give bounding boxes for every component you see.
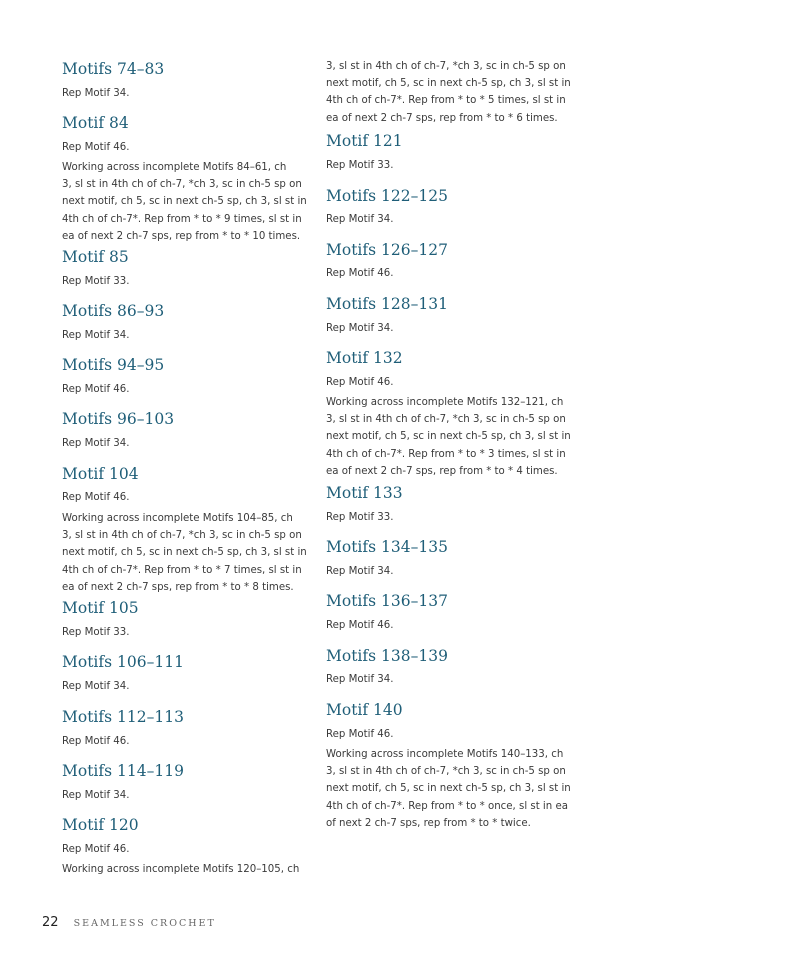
instruction-paragraph <box>62 510 307 596</box>
section-heading: Motifs 134–135 <box>326 538 448 556</box>
section-heading: Motifs 136–137 <box>326 592 448 610</box>
paragraph-line: next motif, ch 5, sc in next ch-5 sp, ch 3, sl st in <box>62 196 307 208</box>
section-text: Rep Motif 34. <box>62 790 130 801</box>
paragraph-line: 3, sl st in 4th ch of ch-7, *ch 3, sc in ch-5 sp on <box>62 179 302 191</box>
section-text: Rep Motif 34. <box>62 681 130 692</box>
section-text: Rep Motif 46. <box>326 377 394 388</box>
section-heading: Motifs 138–139 <box>326 647 448 665</box>
paragraph-line: next motif, ch 5, sc in next ch-5 sp, ch 3, sl st in <box>326 78 571 90</box>
section-text: Rep Motif 33. <box>62 276 130 287</box>
running-title: SEAMLESS CROCHET <box>73 918 216 929</box>
instruction-paragraph-continued <box>326 58 571 127</box>
section-text: Rep Motif 46. <box>326 729 394 740</box>
section-text: Rep Motif 46. <box>62 384 130 395</box>
instruction-paragraph <box>62 159 307 245</box>
section-heading: Motifs 122–125 <box>326 187 448 205</box>
paragraph-line: Working across incomplete Motifs 140–133, ch <box>326 749 564 760</box>
paragraph-line: of next 2 ch-7 sps, rep from * to * twice. <box>326 817 531 829</box>
page-number: 22 <box>42 915 59 930</box>
paragraph-line: 4th ch of ch-7*. Rep from * to * 9 times, sl st in <box>62 213 302 225</box>
section-text: Rep Motif 34. <box>62 330 130 341</box>
section-text: Rep Motif 34. <box>326 566 394 577</box>
section-text: Rep Motif 34. <box>326 674 394 685</box>
paragraph-line: Working across incomplete Motifs 120–105, ch <box>62 864 300 875</box>
paragraph-line: 4th ch of ch-7*. Rep from * to * 7 times, sl st in <box>62 564 302 576</box>
section-heading: Motif 84 <box>62 114 129 132</box>
section-heading: Motif 105 <box>62 599 139 617</box>
paragraph-line: Working across incomplete Motifs 132–121, ch <box>326 397 564 408</box>
section-text: Rep Motif 34. <box>326 214 394 225</box>
section-heading: Motifs 86–93 <box>62 302 165 320</box>
section-text: Rep Motif 34. <box>62 88 130 99</box>
paragraph-line: ea of next 2 ch-7 sps, rep from * to * 4 times. <box>326 465 558 477</box>
section-text: Rep Motif 46. <box>62 844 130 855</box>
instruction-paragraph <box>326 746 571 832</box>
section-text: Rep Motif 33. <box>62 627 130 638</box>
section-text: Rep Motif 46. <box>62 736 130 747</box>
paragraph-line: next motif, ch 5, sc in next ch-5 sp, ch 3, sl st in <box>326 783 571 795</box>
paragraph-line: 4th ch of ch-7*. Rep from * to * 5 times, sl st in <box>326 95 566 107</box>
section-text: Rep Motif 33. <box>326 512 394 523</box>
section-heading: Motifs 74–83 <box>62 60 165 78</box>
section-text: Rep Motif 46. <box>62 492 130 503</box>
paragraph-line: 3, sl st in 4th ch of ch-7, *ch 3, sc in ch-5 sp on <box>326 766 566 778</box>
section-text: Rep Motif 46. <box>326 620 394 631</box>
paragraph-line: 3, sl st in 4th ch of ch-7, *ch 3, sc in ch-5 sp on <box>326 414 566 426</box>
section-heading: Motif 132 <box>326 349 403 367</box>
section-heading: Motifs 106–111 <box>62 653 184 671</box>
instruction-paragraph <box>62 861 299 878</box>
section-heading: Motif 133 <box>326 484 403 502</box>
section-heading: Motif 120 <box>62 816 139 834</box>
paragraph-line: 3, sl st in 4th ch of ch-7, *ch 3, sc in ch-5 sp on <box>326 61 566 72</box>
section-heading: Motifs 94–95 <box>62 356 165 374</box>
section-text: Rep Motif 46. <box>62 142 130 153</box>
section-heading: Motifs 112–113 <box>62 708 184 726</box>
paragraph-line: ea of next 2 ch-7 sps, rep from * to * 10 times. <box>62 230 301 242</box>
section-heading: Motif 121 <box>326 132 403 150</box>
section-heading: Motif 140 <box>326 701 403 719</box>
section-heading: Motifs 128–131 <box>326 295 448 313</box>
section-heading: Motif 104 <box>62 465 139 483</box>
section-heading: Motif 85 <box>62 248 129 266</box>
paragraph-line: next motif, ch 5, sc in next ch-5 sp, ch 3, sl st in <box>62 547 307 559</box>
section-heading: Motifs 126–127 <box>326 241 448 259</box>
section-text: Rep Motif 33. <box>326 160 394 171</box>
page-footer <box>42 911 216 930</box>
paragraph-line: ea of next 2 ch-7 sps, rep from * to * 6 times. <box>326 112 558 124</box>
paragraph-line: Working across incomplete Motifs 104–85, ch <box>62 513 293 524</box>
paragraph-line: 3, sl st in 4th ch of ch-7, *ch 3, sc in ch-5 sp on <box>62 530 302 542</box>
section-text: Rep Motif 46. <box>326 268 394 279</box>
paragraph-line: ea of next 2 ch-7 sps, rep from * to * 8 times. <box>62 581 294 593</box>
paragraph-line: 4th ch of ch-7*. Rep from * to * once, sl st in ea <box>326 800 568 812</box>
paragraph-line: 4th ch of ch-7*. Rep from * to * 3 times, sl st in <box>326 448 566 460</box>
section-heading: Motifs 114–119 <box>62 762 184 780</box>
paragraph-line: Working across incomplete Motifs 84–61, ch <box>62 162 287 173</box>
instruction-paragraph <box>326 394 571 480</box>
paragraph-line: next motif, ch 5, sc in next ch-5 sp, ch 3, sl st in <box>326 431 571 443</box>
section-text: Rep Motif 34. <box>62 438 130 449</box>
section-heading: Motifs 96–103 <box>62 410 175 428</box>
section-text: Rep Motif 34. <box>326 323 394 334</box>
